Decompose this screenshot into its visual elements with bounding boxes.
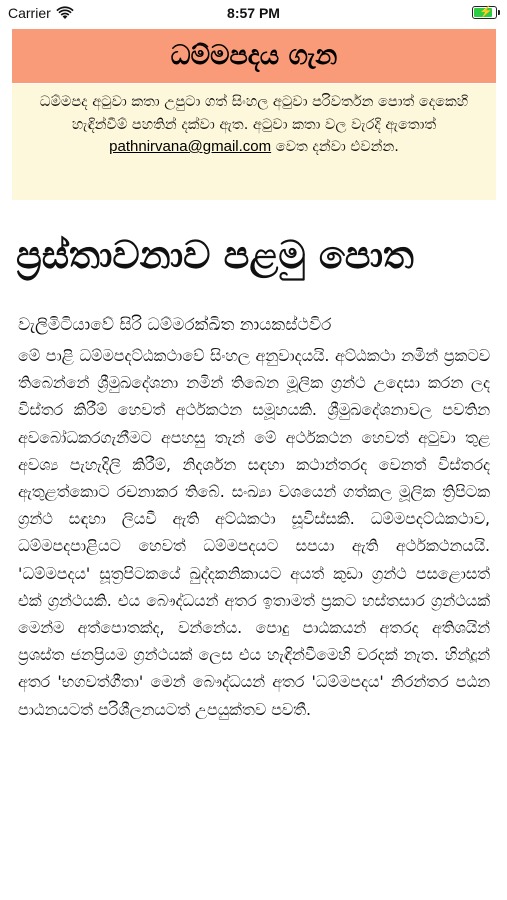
page-title: ධම්මපදය ගැන	[170, 40, 338, 71]
charging-bolt-icon: ⚡	[479, 6, 493, 18]
section-heading: ප්‍රස්තාවනාව පළමු පොත	[16, 233, 414, 277]
status-bar	[0, 0, 507, 28]
status-time: 8:57 PM	[227, 5, 280, 21]
author-line: වැලිමිටියාවේ සිරි ධම්මරක්ඛිත නායකස්ථවිර	[18, 315, 332, 335]
battery-tip	[498, 10, 500, 15]
header-banner	[12, 29, 496, 83]
email-link[interactable]: pathnirvana@gmail.com	[109, 138, 272, 155]
info-box	[12, 84, 496, 200]
battery-charging-icon	[472, 6, 497, 19]
info-text-end: වෙත දන්වා එවන්න.	[275, 139, 399, 155]
body-paragraph: මේ පාළි ධම්මපදට්ඨකථාවේ සිංහල අනුවාදයයි. අට්ඨකථා නමින් ප්‍රකටව තිබෙන්නේ ශ්‍රීමුඛදේශනා නමින් තිබෙන මූලික ග්‍රන්ථ උදෙසා කරන ලද විස්තර කිරීම් හෙවත් අර්ථකථන සමූහයකි. ශ්‍රීමුඛදේශනාවල පවතින අවබෝධකරගැනීමට අපහසු තැන් මේ අර්ථකථන හෙවත් අටුවා තුළ අවශ්‍ය පැහැදිලි කිරීම්, නිදර්ශන සඳහා කථාන්තරද වෙනත් විස්තරද ඇතුළත්කොට රචනාකර තිබේ. සංඛ්‍යා වශයෙන් ගත්කල මූලික ත්‍රිපිටක ග්‍රන්ථ සඳහා ලියවී ඇති අට්ඨකථා සූවිස්සකි. ධම්මපදට්ඨකථාව, ධම්මපදපාළියට හෙවත් ධම්මපදයට සපයා ඇති අර්ථකථනයයි. 'ධම්මපදය' සූත්‍රපිටකයේ ඛුද්දකනිකායට අයත් කුඩා ග්‍රන්ථ පසළොසත් එක් ග්‍රන්ථයකි. එය බෞද්ධයන් අතර ඉතාමත් ප්‍රකට හස්තසාර ග්‍රන්ථයක් මෙන්ම අත්පොතක්ද, වන්නේය. පොදු පාඨකයන් අතරද අතිශයින් ප්‍රශස්ත ජනප්‍රියම ග්‍රන්ථයක් ලෙස එය හැඳින්වීමෙහි වරදක් නැත. හින්දූන් අතර 'භගවත්ගීතා' මෙන් බෞද්ධයන් අතර 'ධම්මපදය' නිරන්තර පඨන පාඨනයටත් පරිශීලනයටත් උපයුක්තව පවතී.	[18, 346, 490, 719]
info-text: ධම්මපද අටුවා කතා උපුටා ගත් සිංහල අටුවා පරිවර්තන පොත් දෙකෙහි හැඳින්වීම් පහතින් දක්වා ඇත. අටුවා කතා වල වැරදි ඇතොත්	[39, 94, 469, 133]
carrier-label: Carrier	[8, 5, 51, 21]
